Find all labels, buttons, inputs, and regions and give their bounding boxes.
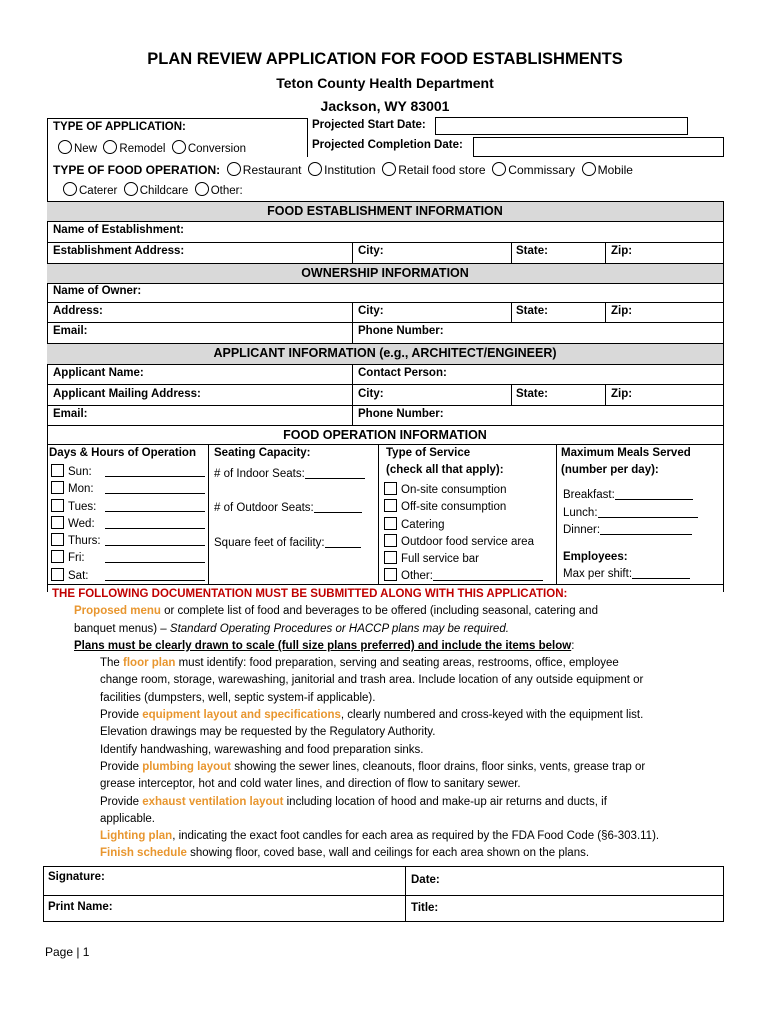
- outdoor-seats-field[interactable]: # of Outdoor Seats:: [214, 502, 362, 514]
- doc-finish: Finish schedule showing floor, coved base, wall and ceilings for each area shown on the plans.: [100, 847, 590, 860]
- doc-handwashing: Identify handwashing, warewashing and food preparation sinks.: [100, 743, 424, 756]
- date-input[interactable]: [450, 868, 720, 893]
- department-name: Teton County Health Department: [276, 75, 494, 91]
- meals-header: Maximum Meals Served: [561, 447, 691, 459]
- doc-floor-plan-3: facilities (dumpsters, well, septic system-if applicable).: [100, 691, 376, 704]
- radio-other[interactable]: Other:: [195, 185, 243, 197]
- doc-plumbing-2: grease interceptor, hot and cold water lines, and direction of flow to sanitary sewer.: [100, 778, 521, 791]
- doc-floor-plan: The floor plan must identify: food preparation, serving and seating areas, restrooms, office, employee: [100, 657, 619, 670]
- applicant-email-label: Email:: [53, 408, 88, 420]
- service-checkbox[interactable]: Other:: [384, 568, 543, 582]
- day-row[interactable]: Tues:: [51, 499, 205, 513]
- day-row[interactable]: Sun:: [51, 464, 205, 478]
- owner-city-label: City:: [358, 305, 384, 317]
- title-label: Title:: [411, 902, 439, 914]
- food-operation-row2: [63, 182, 243, 197]
- indoor-seats-field[interactable]: # of Indoor Seats:: [214, 468, 365, 480]
- documentation-block: [52, 586, 722, 863]
- application-type-options: [58, 140, 246, 155]
- radio-remodel[interactable]: Remodel: [103, 143, 165, 155]
- doc-floor-plan-2: change room, storage, warewashing, janitorial and trash area. Include location of any outside equipment or: [100, 674, 644, 687]
- food-operation-row1: TYPE OF FOOD OPERATION: Restaurant Institution Retail food store Commissary Mobile: [53, 163, 633, 177]
- doc-exhaust: Provide exhaust ventilation layout including location of hood and make-up air returns and ducts, if: [100, 795, 607, 808]
- start-date-label: Projected Start Date:: [312, 119, 426, 131]
- service-subheader: (check all that apply):: [386, 464, 504, 476]
- date-label: Date:: [411, 874, 440, 886]
- sqft-field[interactable]: Square feet of facility:: [214, 537, 361, 549]
- radio-childcare[interactable]: Childcare: [124, 185, 189, 197]
- doc-lighting: Lighting plan, indicating the exact foot candles for each area as required by the FDA Food Code (§6-303.11).: [100, 830, 660, 843]
- applicant-state-label: State:: [516, 388, 548, 400]
- day-row[interactable]: Sat:: [51, 568, 205, 582]
- signature-label: Signature:: [48, 871, 105, 883]
- section-establishment: FOOD ESTABLISHMENT INFORMATION: [47, 201, 723, 221]
- applicant-name-label: Applicant Name:: [53, 367, 144, 379]
- owner-address-label: Address:: [53, 305, 103, 317]
- print-name-label: Print Name:: [48, 901, 113, 913]
- department-city: Jackson, WY 83001: [320, 98, 450, 114]
- lunch-field[interactable]: Lunch:: [563, 507, 698, 519]
- completion-date-label: Projected Completion Date:: [312, 139, 463, 151]
- owner-email-label: Email:: [53, 325, 88, 337]
- owner-phone-label: Phone Number:: [358, 325, 444, 337]
- radio-retail[interactable]: Retail food store: [382, 163, 485, 177]
- radio-conversion[interactable]: Conversion: [172, 143, 246, 155]
- service-checkbox[interactable]: Catering: [384, 517, 444, 531]
- doc-plans: Plans must be clearly drawn to scale (full size plans preferred) and include the items below:: [74, 639, 575, 652]
- meals-subheader: (number per day):: [561, 464, 659, 476]
- doc-menu-cont: banquet menus) – Standard Operating Procedures or HACCP plans may be required.: [74, 622, 509, 635]
- est-state-label: State:: [516, 245, 548, 257]
- service-checkbox[interactable]: Off-site consumption: [384, 499, 506, 513]
- owner-state-label: State:: [516, 305, 548, 317]
- employees-label: Employees:: [563, 551, 628, 563]
- start-date-input[interactable]: [435, 117, 688, 135]
- documentation-heading: THE FOLLOWING DOCUMENTATION MUST BE SUBMITTED ALONG WITH THIS APPLICATION:: [52, 588, 568, 600]
- service-checkbox[interactable]: Outdoor food service area: [384, 534, 534, 548]
- radio-caterer[interactable]: Caterer: [63, 185, 117, 197]
- est-city-label: City:: [358, 245, 384, 257]
- owner-name-label: Name of Owner:: [53, 285, 142, 297]
- radio-commissary[interactable]: Commissary: [492, 163, 575, 177]
- service-header: Type of Service: [386, 447, 471, 459]
- radio-new[interactable]: New: [58, 143, 97, 155]
- doc-menu: Proposed menu or complete list of food and beverages to be offered (including seasonal, catering and: [74, 605, 598, 618]
- doc-exhaust-2: applicable.: [100, 812, 155, 825]
- applicant-zip-label: Zip:: [611, 388, 633, 400]
- breakfast-field[interactable]: Breakfast:: [563, 489, 693, 501]
- doc-plumbing: Provide plumbing layout showing the sewer lines, cleanouts, floor drains, floor sinks, vents, grease trap or: [100, 760, 646, 773]
- days-header: Days & Hours of Operation: [49, 447, 196, 459]
- title-input[interactable]: [450, 897, 720, 919]
- day-row[interactable]: Mon:: [51, 481, 205, 495]
- page-title: PLAN REVIEW APPLICATION FOR FOOD ESTABLISHMENTS: [147, 50, 623, 68]
- service-checkbox[interactable]: Full service bar: [384, 551, 479, 565]
- radio-mobile[interactable]: Mobile: [582, 163, 633, 177]
- day-row[interactable]: Wed:: [51, 516, 205, 530]
- owner-zip-label: Zip:: [611, 305, 633, 317]
- dinner-field[interactable]: Dinner:: [563, 524, 692, 536]
- max-shift-field[interactable]: Max per shift:: [563, 568, 690, 580]
- print-name-input[interactable]: [130, 897, 400, 919]
- radio-institution[interactable]: Institution: [308, 163, 375, 177]
- day-row[interactable]: Thurs:: [51, 533, 205, 547]
- radio-restaurant[interactable]: Restaurant: [227, 163, 302, 177]
- applicant-city-label: City:: [358, 388, 384, 400]
- contact-person-label: Contact Person:: [358, 367, 447, 379]
- est-address-label: Establishment Address:: [53, 245, 185, 257]
- seating-header: Seating Capacity:: [214, 447, 311, 459]
- application-type-label: TYPE OF APPLICATION:: [53, 121, 186, 133]
- mailing-address-label: Applicant Mailing Address:: [53, 388, 201, 400]
- est-name-label: Name of Establishment:: [53, 224, 184, 236]
- doc-equipment: Provide equipment layout and specifications, clearly numbered and cross-keyed with the equipment list.: [100, 709, 644, 722]
- doc-elevation: Elevation drawings may be requested by the Regulatory Authority.: [100, 726, 436, 739]
- service-checkbox[interactable]: On-site consumption: [384, 482, 506, 496]
- section-ownership: OWNERSHIP INFORMATION: [47, 263, 723, 283]
- completion-date-input[interactable]: [473, 137, 724, 157]
- section-applicant: APPLICANT INFORMATION (e.g., ARCHITECT/ENGINEER): [47, 343, 723, 364]
- day-row[interactable]: Fri:: [51, 550, 205, 564]
- applicant-phone-label: Phone Number:: [358, 408, 444, 420]
- signature-input[interactable]: [130, 868, 400, 893]
- section-operation: FOOD OPERATION INFORMATION: [283, 428, 487, 442]
- est-zip-label: Zip:: [611, 245, 633, 257]
- page-number: Page | 1: [45, 945, 90, 959]
